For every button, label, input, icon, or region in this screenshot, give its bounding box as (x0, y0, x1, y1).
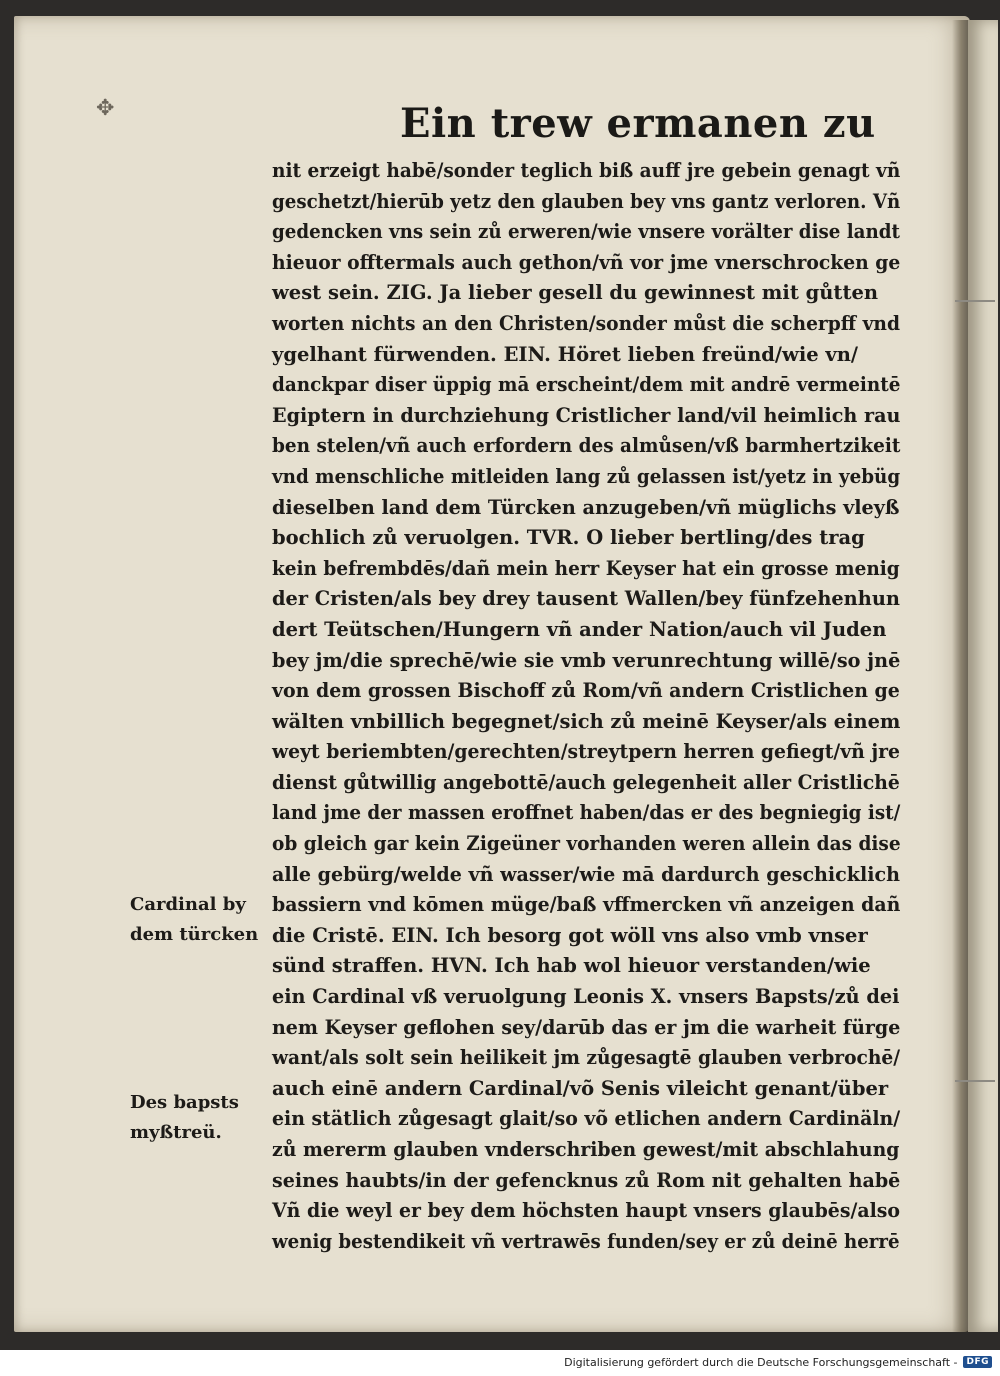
text-line: die Cristē. EIN. Ich besorg got wöll vns also vmb vnser (272, 923, 868, 947)
margin-note-cardinal (130, 890, 270, 950)
text-line: ygelhant fürwenden. EIN. Höret lieben freünd/wie vn/ (272, 342, 859, 366)
text-line: west sein. ZIG. Ja lieber gesell du gewinnest mit gůtten (272, 281, 879, 305)
margin-note-line: Des bapsts (130, 1092, 239, 1113)
text-line: ob gleich gar kein Zigeüner vorhanden weren allein das dise (272, 832, 901, 856)
text-line: gedencken vns sein zů erweren/wie vnsere vorälter dise landt (272, 220, 900, 244)
text-line: kein befrembdēs/dañ mein herr Keyser hat ein grosse menig (272, 556, 900, 580)
text-line: Egiptern in durchziehung Cristlicher land/vil heimlich rau (272, 403, 901, 427)
binding-thread (955, 300, 995, 302)
footer-credit: Digitalisierung gefördert durch die Deutsche Forschungsgemeinschaft - (564, 1355, 958, 1369)
main-text-block (272, 156, 912, 1257)
text-line: von dem grossen Bischoff zů Rom/vñ andern Cristlichen ge (272, 679, 900, 703)
margin-note-line: myßtreü. (130, 1122, 222, 1143)
text-line: dieselben land dem Türcken anzugeben/vñ müglichs vleyß (272, 495, 900, 519)
text-line: ein stätlich zůgesagt glait/so võ etlichen andern Cardinäln/ (272, 1107, 901, 1131)
margin-note-line: dem türcken (130, 924, 259, 945)
text-line: danckpar diser üppig mā erscheint/dem mit andrē vermeintē (272, 373, 901, 397)
text-line: land jme der massen eroffnet haben/das er des begniegig ist/ (272, 801, 901, 825)
text-line: worten nichts an den Christen/sonder můst die scherpff vnd (272, 311, 901, 335)
text-line: alle gebürg/welde vñ wasser/wie mā dardurch geschicklich (272, 862, 900, 886)
text-line: zů mererm glauben vnderschriben gewest/mit abschlahung (272, 1138, 900, 1161)
text-line: nit erzeigt habē/sonder teglich biß auff jre gebein genagt vñ (272, 159, 901, 182)
text-line: auch einē andern Cardinal/võ Senis vileicht genant/über (272, 1076, 889, 1100)
binding-thread (955, 1080, 995, 1082)
text-line: ben stelen/vñ auch erfordern des almůsen/vß barmhertzikeit (272, 434, 901, 458)
margin-note-bapsts (130, 1088, 270, 1148)
dfg-logo: DFG (963, 1356, 992, 1368)
text-line: bochlich zů veruolgen. TVR. O lieber bertling/des trag (272, 526, 865, 550)
margin-note-line: Cardinal by (130, 894, 246, 915)
text-line: der Cristen/als bey drey tausent Wallen/bey fünfzehenhun (272, 587, 900, 611)
text-line: sünd straffen. HVN. Ich hab wol hieuor verstanden/wie (272, 954, 871, 978)
text-line: dienst gůtwillig angebottē/auch gelegenheit aller Cristlichē (272, 770, 900, 794)
text-line: dert Teütschen/Hungern vñ ander Nation/auch vil Juden (272, 617, 887, 641)
text-line: vnd menschliche mitleiden lang zů gelassen ist/yetz in yebüg (272, 464, 901, 488)
text-line: hieuor offtermals auch gethon/vñ vor jme vnerschrocken ge (272, 250, 901, 274)
text-line: geschetzt/hierūb yetz den glauben bey vns gantz verloren. Vñ (272, 189, 901, 213)
text-line: want/als solt sein heilikeit jm zůgesagtē glauben verbrochē/ (272, 1046, 901, 1070)
ornament-mark: ✥ (96, 96, 115, 121)
text-line: wälten vnbillich begegnet/sich zů meinē Keyser/als einem (272, 709, 901, 733)
text-line: bey jm/die sprechē/wie sie vmb verunrechtung willē/so jnē (272, 648, 901, 672)
text-line: Vñ die weyl er bey dem höchsten haupt vnsers glaubēs/also (272, 1199, 901, 1223)
text-line: ein Cardinal vß veruolgung Leonis X. vnsers Bapsts/zů dei (272, 985, 900, 1009)
facing-page-edge (968, 20, 998, 1332)
text-line: wenig bestendikeit vñ vertrawēs funden/sey er zů deinē herrē (272, 1229, 900, 1253)
text-line: weyt beriembten/gerechten/streytpern herren gefiegt/vñ jre (272, 740, 901, 764)
text-line: seines haubts/in der gefencknus zů Rom nit gehalten habē (272, 1168, 901, 1192)
text-line: nem Keyser geflohen sey/darūb das er jm die warheit fürge (272, 1015, 901, 1039)
page-heading: Ein trew ermanen zu (400, 100, 876, 147)
text-line: bassiern vnd kōmen müge/baß vffmercken vñ anzeigen dañ (272, 893, 901, 917)
digitization-footer (564, 1352, 992, 1372)
